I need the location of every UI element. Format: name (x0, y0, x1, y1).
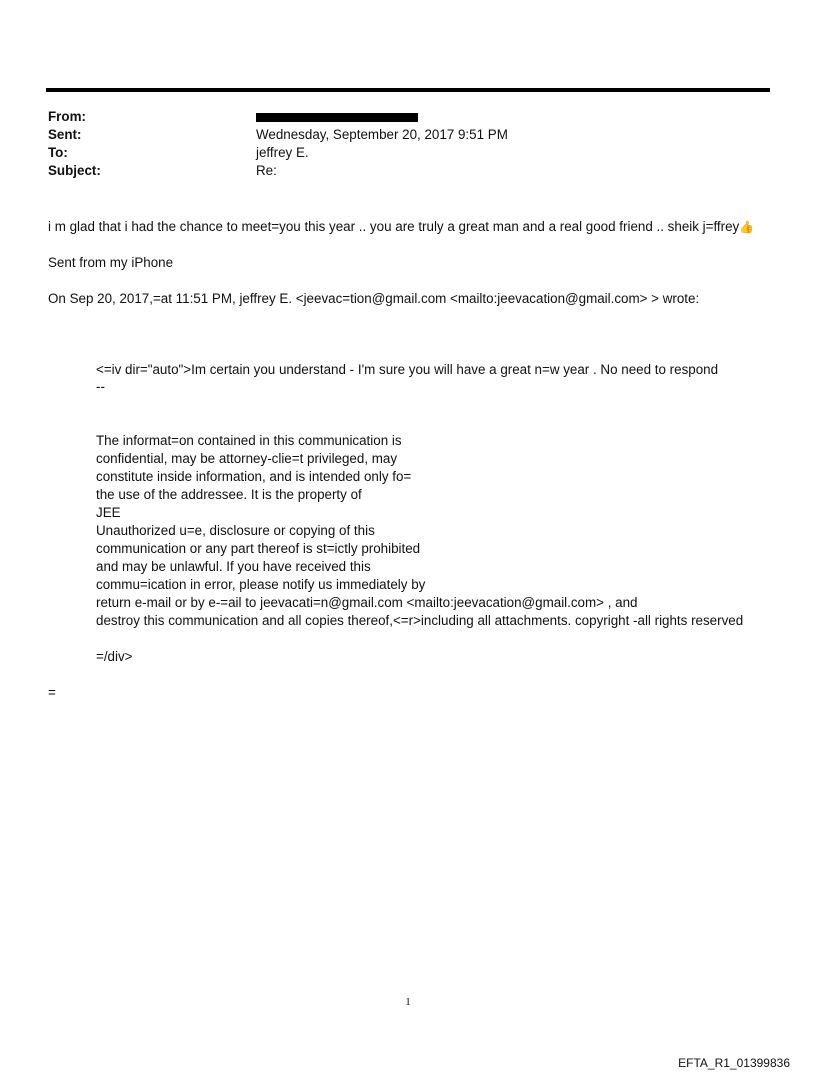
subject-label: Subject: (48, 163, 101, 178)
quote-intro: On Sep 20, 2017,=at 11:51 PM, jeffrey E. <jeevac=tion@gmail.com <mailto:jeevacation@gmail.com> > wrote: (48, 291, 700, 306)
quoted-line: <=iv dir="auto">Im certain you understand - I'm sure you will have a great n=w year . No need to respond (96, 362, 719, 377)
sent-label: Sent: (48, 127, 82, 142)
quoted-dashes: -- (96, 379, 105, 394)
sent-value: Wednesday, September 20, 2017 9:51 PM (256, 127, 508, 142)
disclaimer-line: Unauthorized u=e, disclosure or copying of this (96, 523, 375, 538)
document-id: EFTA_R1_01399836 (678, 1056, 790, 1070)
trailing-char: = (48, 685, 56, 700)
disclaimer-line: The informat=on contained in this communication is (96, 433, 402, 448)
message-text: i m glad that i had the chance to meet=you this year .. you are truly a great man and a real good friend .. sheik j=ffrey (48, 219, 740, 234)
thumbs-up-icon: 👍 (739, 220, 755, 234)
disclaimer-line: and may be unlawful. If you have received this (96, 559, 371, 574)
subject-value: Re: (256, 163, 277, 178)
disclaimer-line: JEE (96, 505, 121, 520)
to-value: jeffrey E. (256, 145, 309, 160)
header-rule (46, 88, 770, 92)
closing-div: =/div> (96, 649, 133, 664)
disclaimer-line: return e-mail or by e-=ail to jeevacati=n@gmail.com <mailto:jeevacation@gmail.com> , and (96, 595, 638, 610)
from-label: From: (48, 109, 86, 124)
from-value (256, 108, 418, 126)
to-label: To: (48, 145, 68, 160)
disclaimer-line: constitute inside information, and is intended only fo= (96, 469, 412, 484)
redaction-bar (256, 113, 418, 122)
disclaimer-line: commu=ication in error, please notify us immediately by (96, 577, 426, 592)
disclaimer-line: the use of the addressee. It is the property of (96, 487, 362, 502)
message-line (48, 218, 754, 236)
disclaimer-line: confidential, may be attorney-clie=t privileged, may (96, 451, 398, 466)
disclaimer-line: destroy this communication and all copies thereof,<=r>including all attachments. copyright -all rights reserved (96, 613, 744, 628)
signature: Sent from my iPhone (48, 255, 174, 270)
page-number: 1 (405, 996, 411, 1008)
disclaimer-line: communication or any part thereof is st=ictly prohibited (96, 541, 421, 556)
